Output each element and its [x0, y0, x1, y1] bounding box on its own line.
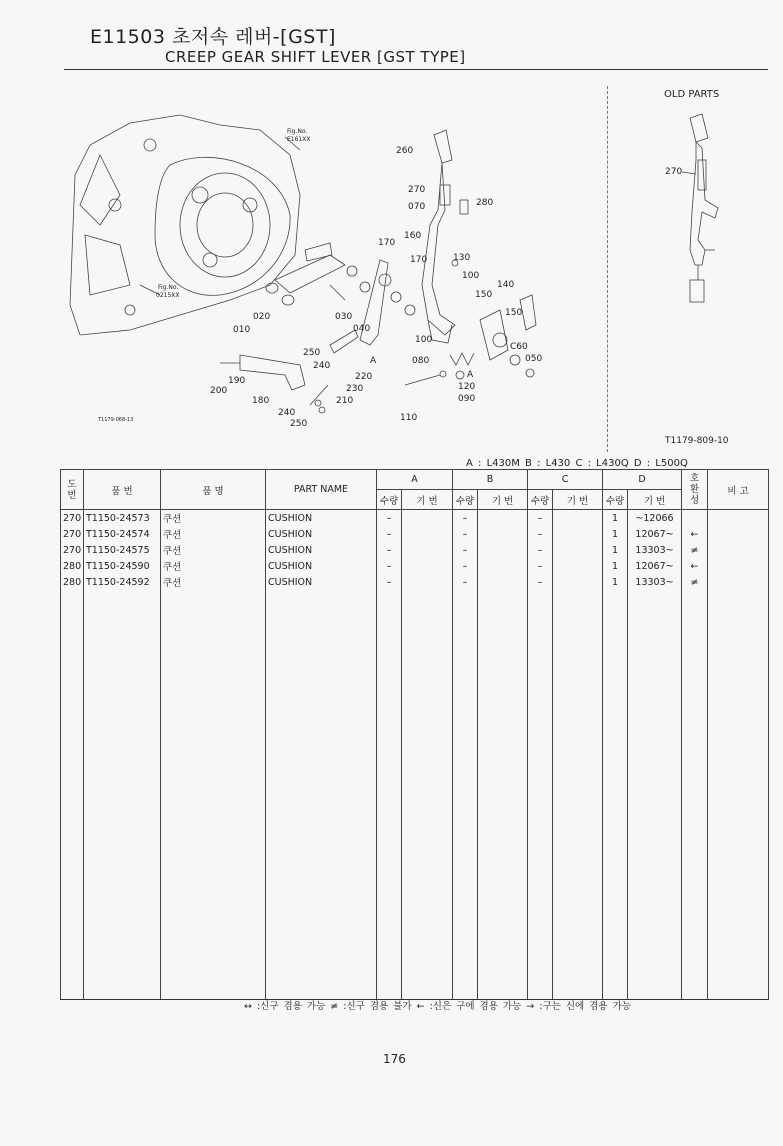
svg-text:230: 230 [346, 384, 364, 394]
svg-text:190: 190 [228, 376, 246, 386]
svg-text:240: 240 [313, 361, 331, 371]
table-row [61, 542, 769, 558]
cell-b-serial [478, 510, 528, 527]
cell-a-qty: – [377, 574, 402, 590]
col-a-serial: 기 번 [402, 490, 453, 510]
title-underline [64, 69, 768, 70]
cell-a-qty: – [377, 526, 402, 542]
cell-b-serial [478, 574, 528, 590]
svg-text:250: 250 [290, 419, 308, 429]
cell-a-qty: – [377, 542, 402, 558]
svg-text:Fig.No.: Fig.No. [287, 128, 308, 135]
svg-text:170: 170 [378, 238, 396, 248]
cell-part-no: T1150-24592 [84, 574, 161, 590]
figure-reference: T1179-809-10 [665, 436, 729, 446]
cell-name-ko: 쿠션 [161, 542, 266, 558]
svg-text:070: 070 [408, 202, 426, 212]
cell-interchange: ≠ [682, 574, 708, 590]
svg-text:170: 170 [410, 255, 428, 265]
cell-b-qty: – [453, 542, 478, 558]
cell-part-no: T1150-24575 [84, 542, 161, 558]
parts-table [60, 469, 769, 1000]
cell-c-serial [553, 574, 603, 590]
cell-ref: 280 [61, 574, 84, 590]
col-remarks: 비 고 [708, 470, 769, 510]
cell-ref: 280 [61, 558, 84, 574]
cell-a-serial [402, 558, 453, 574]
cell-a-qty: – [377, 510, 402, 527]
svg-text:280: 280 [476, 198, 494, 208]
cell-name-en: CUSHION [266, 526, 377, 542]
cell-d-serial: ~12066 [628, 510, 682, 527]
svg-text:160: 160 [404, 231, 422, 241]
svg-text:180: 180 [252, 396, 270, 406]
cell-remarks [708, 542, 769, 558]
cell-c-serial [553, 542, 603, 558]
col-ref-no: 도 번 [61, 470, 84, 510]
model-legend: A : L430M B : L430 C : L430Q D : L500Q [466, 458, 688, 469]
cell-d-qty: 1 [603, 542, 628, 558]
cell-c-qty: – [528, 574, 553, 590]
cell-name-ko: 쿠션 [161, 574, 266, 590]
col-interchange: 호 환 성 [682, 470, 708, 510]
exploded-parts-diagram [60, 85, 605, 430]
cell-b-serial [478, 558, 528, 574]
cell-a-qty: – [377, 558, 402, 574]
cell-ref: 270 [61, 526, 84, 542]
svg-text:270: 270 [665, 167, 683, 177]
table-row [61, 510, 769, 527]
figure-divider [607, 86, 608, 452]
old-parts-diagram [610, 100, 760, 310]
cell-name-en: CUSHION [266, 510, 377, 527]
svg-text:260: 260 [396, 146, 414, 156]
svg-text:A: A [467, 370, 474, 380]
cell-interchange: ≠ [682, 542, 708, 558]
cell-b-qty: – [453, 558, 478, 574]
cell-c-serial [553, 526, 603, 542]
page-title-code: E11503 초저속 레버-[GST] [90, 26, 336, 48]
cell-d-serial: 12067~ [628, 526, 682, 542]
svg-text:030: 030 [335, 312, 353, 322]
cell-name-ko: 쿠션 [161, 510, 266, 527]
cell-remarks [708, 558, 769, 574]
col-b-serial: 기 번 [478, 490, 528, 510]
svg-text:C60: C60 [510, 342, 528, 352]
cell-c-serial [553, 510, 603, 527]
svg-text:E161XX: E161XX [287, 136, 311, 143]
cell-remarks [708, 574, 769, 590]
svg-text:240: 240 [278, 408, 296, 418]
col-group-b: B [453, 470, 528, 490]
col-part-no: 품 번 [84, 470, 161, 510]
cell-interchange: ← [682, 526, 708, 542]
col-group-a: A [377, 470, 453, 490]
cell-c-serial [553, 558, 603, 574]
svg-text:100: 100 [415, 335, 433, 345]
col-d-serial: 기 번 [628, 490, 682, 510]
col-a-qty: 수량 [377, 490, 402, 510]
svg-text:Fig.No.: Fig.No. [158, 284, 179, 291]
cell-b-qty: – [453, 510, 478, 527]
col-part-name-ko: 품 명 [161, 470, 266, 510]
cell-b-qty: – [453, 574, 478, 590]
cell-b-qty: – [453, 526, 478, 542]
cell-ref: 270 [61, 510, 84, 527]
svg-text:150: 150 [505, 308, 523, 318]
cell-c-qty: – [528, 526, 553, 542]
svg-text:0215XX: 0215XX [156, 292, 180, 299]
cell-c-qty: – [528, 510, 553, 527]
cell-c-qty: – [528, 558, 553, 574]
cell-a-serial [402, 526, 453, 542]
svg-text:250: 250 [303, 348, 321, 358]
cell-a-serial [402, 510, 453, 527]
svg-text:220: 220 [355, 372, 373, 382]
cell-name-en: CUSHION [266, 558, 377, 574]
col-group-c: C [528, 470, 603, 490]
cell-d-qty: 1 [603, 510, 628, 527]
cell-a-serial [402, 542, 453, 558]
col-b-qty: 수량 [453, 490, 478, 510]
cell-name-en: CUSHION [266, 574, 377, 590]
table-row [61, 574, 769, 590]
table-row [61, 558, 769, 574]
table-row [61, 526, 769, 542]
page-number: 176 [383, 1052, 406, 1066]
cell-part-no: T1150-24574 [84, 526, 161, 542]
col-d-qty: 수량 [603, 490, 628, 510]
cell-c-qty: – [528, 542, 553, 558]
svg-text:100: 100 [462, 271, 480, 281]
svg-text:010: 010 [233, 325, 251, 335]
cell-interchange: ← [682, 558, 708, 574]
figure-reference-small: T1179-068-13 [98, 417, 134, 423]
svg-text:050: 050 [525, 354, 543, 364]
cell-b-serial [478, 526, 528, 542]
cell-ref: 270 [61, 542, 84, 558]
cell-d-qty: 1 [603, 526, 628, 542]
cell-d-serial: 13303~ [628, 574, 682, 590]
cell-b-serial [478, 542, 528, 558]
cell-name-ko: 쿠션 [161, 526, 266, 542]
cell-d-qty: 1 [603, 574, 628, 590]
old-parts-label: OLD PARTS [664, 89, 720, 100]
svg-text:210: 210 [336, 396, 354, 406]
table-empty-space [61, 590, 769, 1000]
cell-part-no: T1150-24573 [84, 510, 161, 527]
cell-remarks [708, 510, 769, 527]
cell-a-serial [402, 574, 453, 590]
svg-text:130: 130 [453, 253, 471, 263]
cell-name-en: CUSHION [266, 542, 377, 558]
col-group-d: D [603, 470, 682, 490]
svg-text:200: 200 [210, 386, 228, 396]
interchangeability-legend: ↔ :신구 겸용 가능 ≠ :신구 겸용 불가 ← :신은 구에 겸용 가능 → :구는 신에 겸용 가능 [244, 1001, 631, 1012]
svg-text:080: 080 [412, 356, 430, 366]
svg-text:120: 120 [458, 382, 476, 392]
col-part-name-en: PART NAME [266, 470, 377, 510]
cell-d-qty: 1 [603, 558, 628, 574]
col-c-qty: 수량 [528, 490, 553, 510]
cell-part-no: T1150-24590 [84, 558, 161, 574]
cell-remarks [708, 526, 769, 542]
cell-d-serial: 13303~ [628, 542, 682, 558]
svg-text:110: 110 [400, 413, 418, 423]
svg-text:A: A [370, 356, 377, 366]
svg-text:020: 020 [253, 312, 271, 322]
col-c-serial: 기 번 [553, 490, 603, 510]
svg-text:140: 140 [497, 280, 515, 290]
svg-text:090: 090 [458, 394, 476, 404]
page-title-english: CREEP GEAR SHIFT LEVER [GST TYPE] [165, 48, 466, 66]
cell-name-ko: 쿠션 [161, 558, 266, 574]
svg-text:270: 270 [408, 185, 426, 195]
cell-interchange [682, 510, 708, 527]
svg-text:150: 150 [475, 290, 493, 300]
cell-d-serial: 12067~ [628, 558, 682, 574]
svg-text:040: 040 [353, 324, 371, 334]
